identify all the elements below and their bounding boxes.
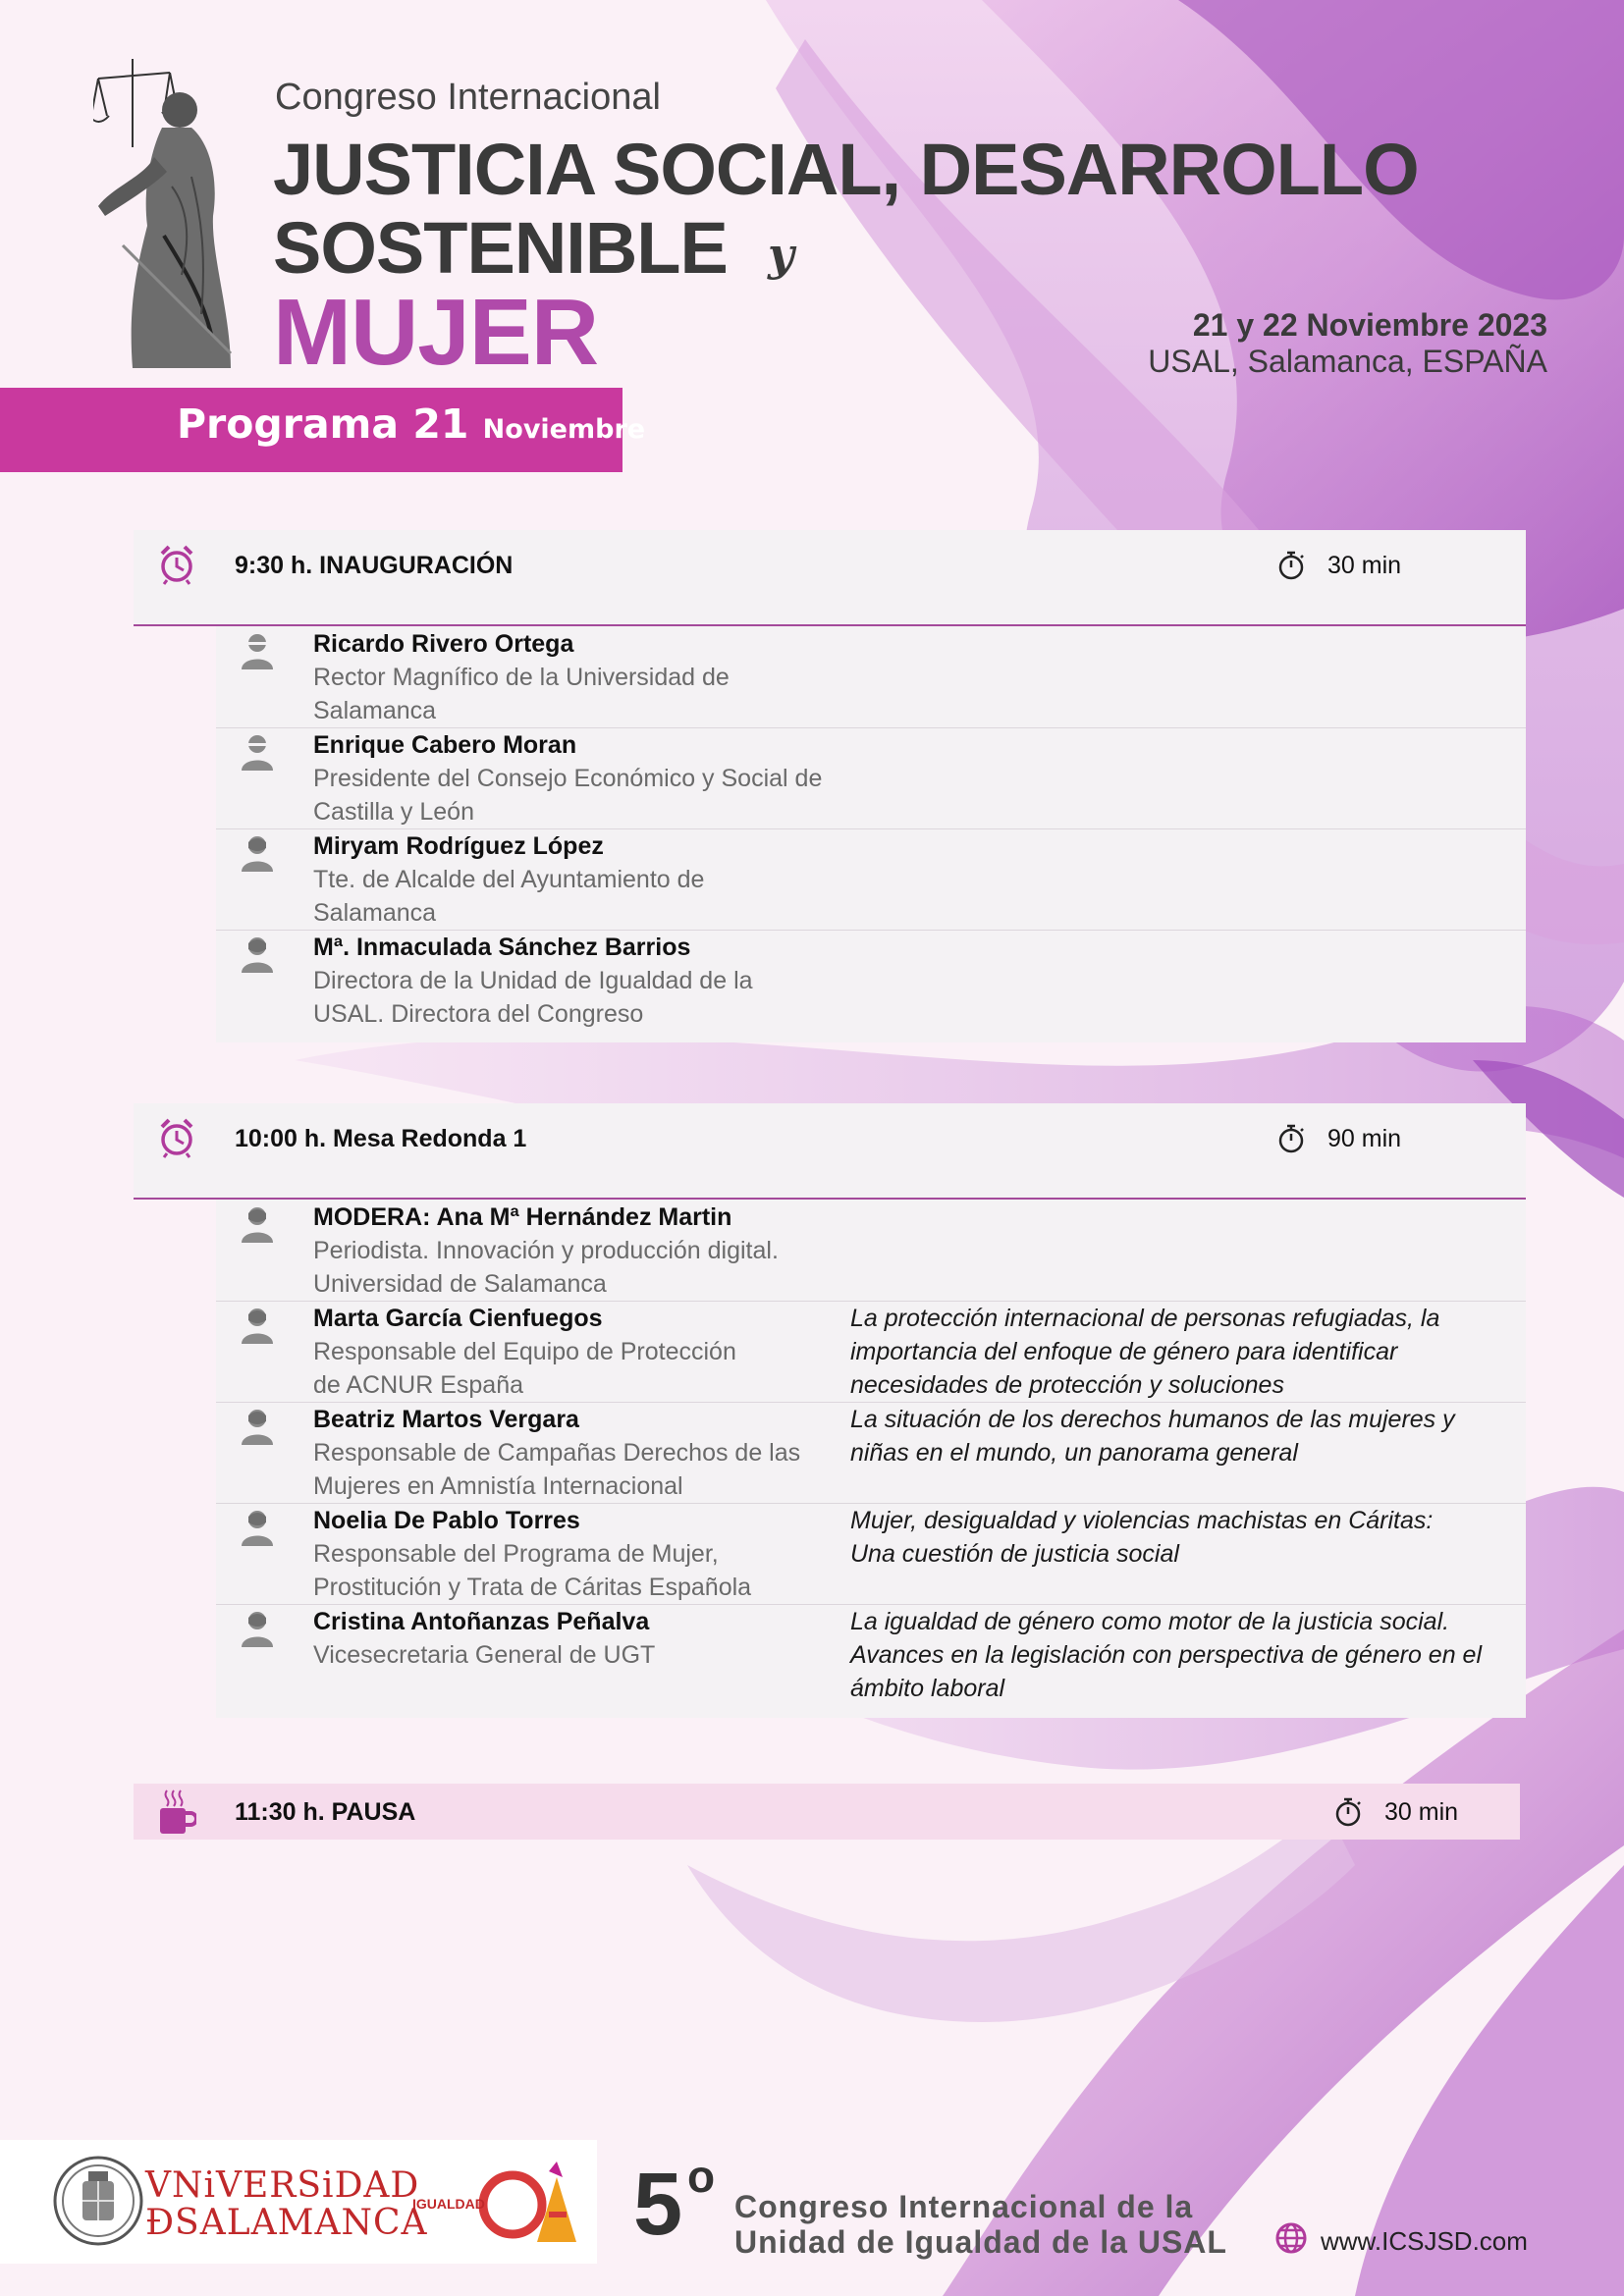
globe-icon — [1274, 2221, 1308, 2255]
person-icon — [240, 1509, 275, 1550]
program-banner-title — [177, 400, 645, 448]
title-line-3: MUJER — [273, 280, 599, 385]
speaker-name: Cristina Antoñanzas Peñalva — [313, 1608, 650, 1635]
person-icon — [240, 1307, 275, 1348]
speaker-row — [313, 728, 822, 828]
speaker-role: Vicesecretaria General de UGT — [313, 1641, 656, 1669]
website-link[interactable]: www.ICSJSD.com — [1321, 2226, 1528, 2256]
talk-topic — [850, 1504, 1489, 1571]
speaker-role: USAL. Directora del Congreso — [313, 1000, 644, 1028]
speaker-role: Tte. de Alcalde del Ayuntamiento de — [313, 866, 705, 893]
university-logo-text — [145, 2167, 428, 2242]
person-icon — [240, 935, 275, 977]
speaker-row — [313, 931, 753, 1031]
talk-topic-line: necesidades de protección y soluciones — [850, 1371, 1284, 1399]
speaker-name: Miryam Rodríguez López — [313, 832, 604, 860]
speaker-role: Presidente del Consejo Económico y Social de — [313, 765, 823, 792]
program-banner-month: Noviembre — [482, 414, 646, 445]
event-venue: USAL, Salamanca, ESPAÑA — [1148, 344, 1547, 379]
person-icon — [240, 1408, 275, 1449]
speaker-name: Noelia De Pablo Torres — [313, 1507, 580, 1534]
talk-topic-line: Mujer, desigualdad y violencias machistas en Cáritas: — [850, 1507, 1434, 1534]
alarm-clock-icon — [157, 543, 196, 586]
speaker-name: Enrique Cabero Moran — [313, 731, 577, 759]
alarm-clock-icon — [157, 1116, 196, 1159]
footer-congress-name — [734, 2189, 1227, 2260]
speaker-row — [313, 1605, 655, 1672]
pause-title: 11:30 h. PAUSA — [235, 1798, 416, 1826]
talk-topic-line: La protección internacional de personas refugiadas, la — [850, 1305, 1440, 1332]
session-duration-1: 30 min — [1327, 552, 1402, 579]
talk-topic — [850, 1302, 1489, 1402]
stopwatch-icon — [1276, 1123, 1306, 1154]
talk-topic-line: niñas en el mundo, un panorama general — [850, 1439, 1298, 1467]
speaker-name: Mª. Inmaculada Sánchez Barrios — [313, 934, 691, 961]
pause-duration: 30 min — [1384, 1798, 1459, 1826]
speaker-row — [313, 1201, 779, 1301]
university-logo-line2: ÐSALAMANCA — [145, 2203, 428, 2243]
edition-ordinal: o — [687, 2151, 716, 2202]
person-icon — [240, 834, 275, 876]
stopwatch-icon — [1333, 1796, 1363, 1828]
talk-topic — [850, 1605, 1489, 1705]
speaker-role: Mujeres en Amnistía Internacional — [313, 1472, 683, 1500]
university-crest-icon — [51, 2152, 145, 2250]
title-line-1: JUSTICIA SOCIAL, DESARROLLO — [273, 129, 1419, 210]
talk-topic — [850, 1403, 1489, 1469]
speaker-role: Responsable de Campañas Derechos de las — [313, 1439, 801, 1467]
speaker-row — [313, 829, 704, 930]
speaker-role: Castilla y León — [313, 798, 474, 826]
speaker-row — [313, 1504, 751, 1604]
session-title-2: 10:00 h. Mesa Redonda 1 — [235, 1125, 527, 1152]
person-icon — [240, 1205, 275, 1247]
person-icon — [240, 632, 275, 673]
talk-topic-line: importancia del enfoque de género para identificar — [850, 1338, 1398, 1365]
speaker-role: Periodista. Innovación y producción digital. — [313, 1237, 779, 1264]
title-line-2: SOSTENIBLE — [273, 207, 728, 289]
speaker-name: MODERA: Ana Mª Hernández Martin — [313, 1203, 732, 1231]
speaker-role: Directora de la Unidad de Igualdad de la — [313, 967, 753, 994]
speaker-role: Salamanca — [313, 899, 437, 927]
justice-statue-icon — [93, 39, 265, 373]
speaker-role: de ACNUR España — [313, 1371, 524, 1399]
speaker-role: Salamanca — [313, 697, 437, 724]
person-icon — [240, 733, 275, 774]
speaker-row — [313, 1302, 736, 1402]
igualdad-logo-text: IGUALDAD — [412, 2196, 485, 2212]
footer-congress-line2: Unidad de Igualdad de la USAL — [734, 2224, 1227, 2260]
event-dates-block — [1148, 307, 1547, 380]
session-title-1: 9:30 h. INAUGURACIÓN — [235, 552, 514, 579]
title-conjunction: y — [768, 228, 794, 281]
speaker-row — [313, 1403, 800, 1503]
speaker-role: Responsable del Equipo de Protección — [313, 1338, 736, 1365]
speaker-name: Ricardo Rivero Ortega — [313, 630, 574, 658]
speaker-role: Rector Magnífico de la Universidad de — [313, 664, 730, 691]
talk-topic-line: La igualdad de género como motor de la justicia social. — [850, 1608, 1450, 1635]
speaker-row — [313, 627, 730, 727]
person-icon — [240, 1610, 275, 1651]
footer-congress-line1: Congreso Internacional de la — [734, 2189, 1194, 2224]
edition-number: 5 — [633, 2156, 683, 2254]
university-logo-line1: VNiVERSiDAD — [145, 2165, 420, 2206]
session-duration-2: 90 min — [1327, 1125, 1402, 1152]
talk-topic-line: Una cuestión de justicia social — [850, 1540, 1179, 1568]
congress-kicker: Congreso Internacional — [275, 77, 661, 118]
talk-topic-line: ámbito laboral — [850, 1675, 1005, 1702]
talk-topic-line: La situación de los derechos humanos de las mujeres y — [850, 1406, 1455, 1433]
speaker-name: Marta García Cienfuegos — [313, 1305, 603, 1332]
speaker-role: Universidad de Salamanca — [313, 1270, 607, 1298]
talk-topic-line: Avances en la legislación con perspectiva de género en el — [850, 1641, 1483, 1669]
speaker-name: Beatriz Martos Vergara — [313, 1406, 579, 1433]
stopwatch-icon — [1276, 550, 1306, 581]
speaker-role: Prostitución y Trata de Cáritas Española — [313, 1574, 752, 1601]
speaker-role: Responsable del Programa de Mujer, — [313, 1540, 719, 1568]
event-dates: 21 y 22 Noviembre 2023 — [1192, 307, 1547, 343]
program-banner-label: Programa 21 — [177, 400, 469, 448]
coffee-cup-icon — [157, 1787, 196, 1836]
